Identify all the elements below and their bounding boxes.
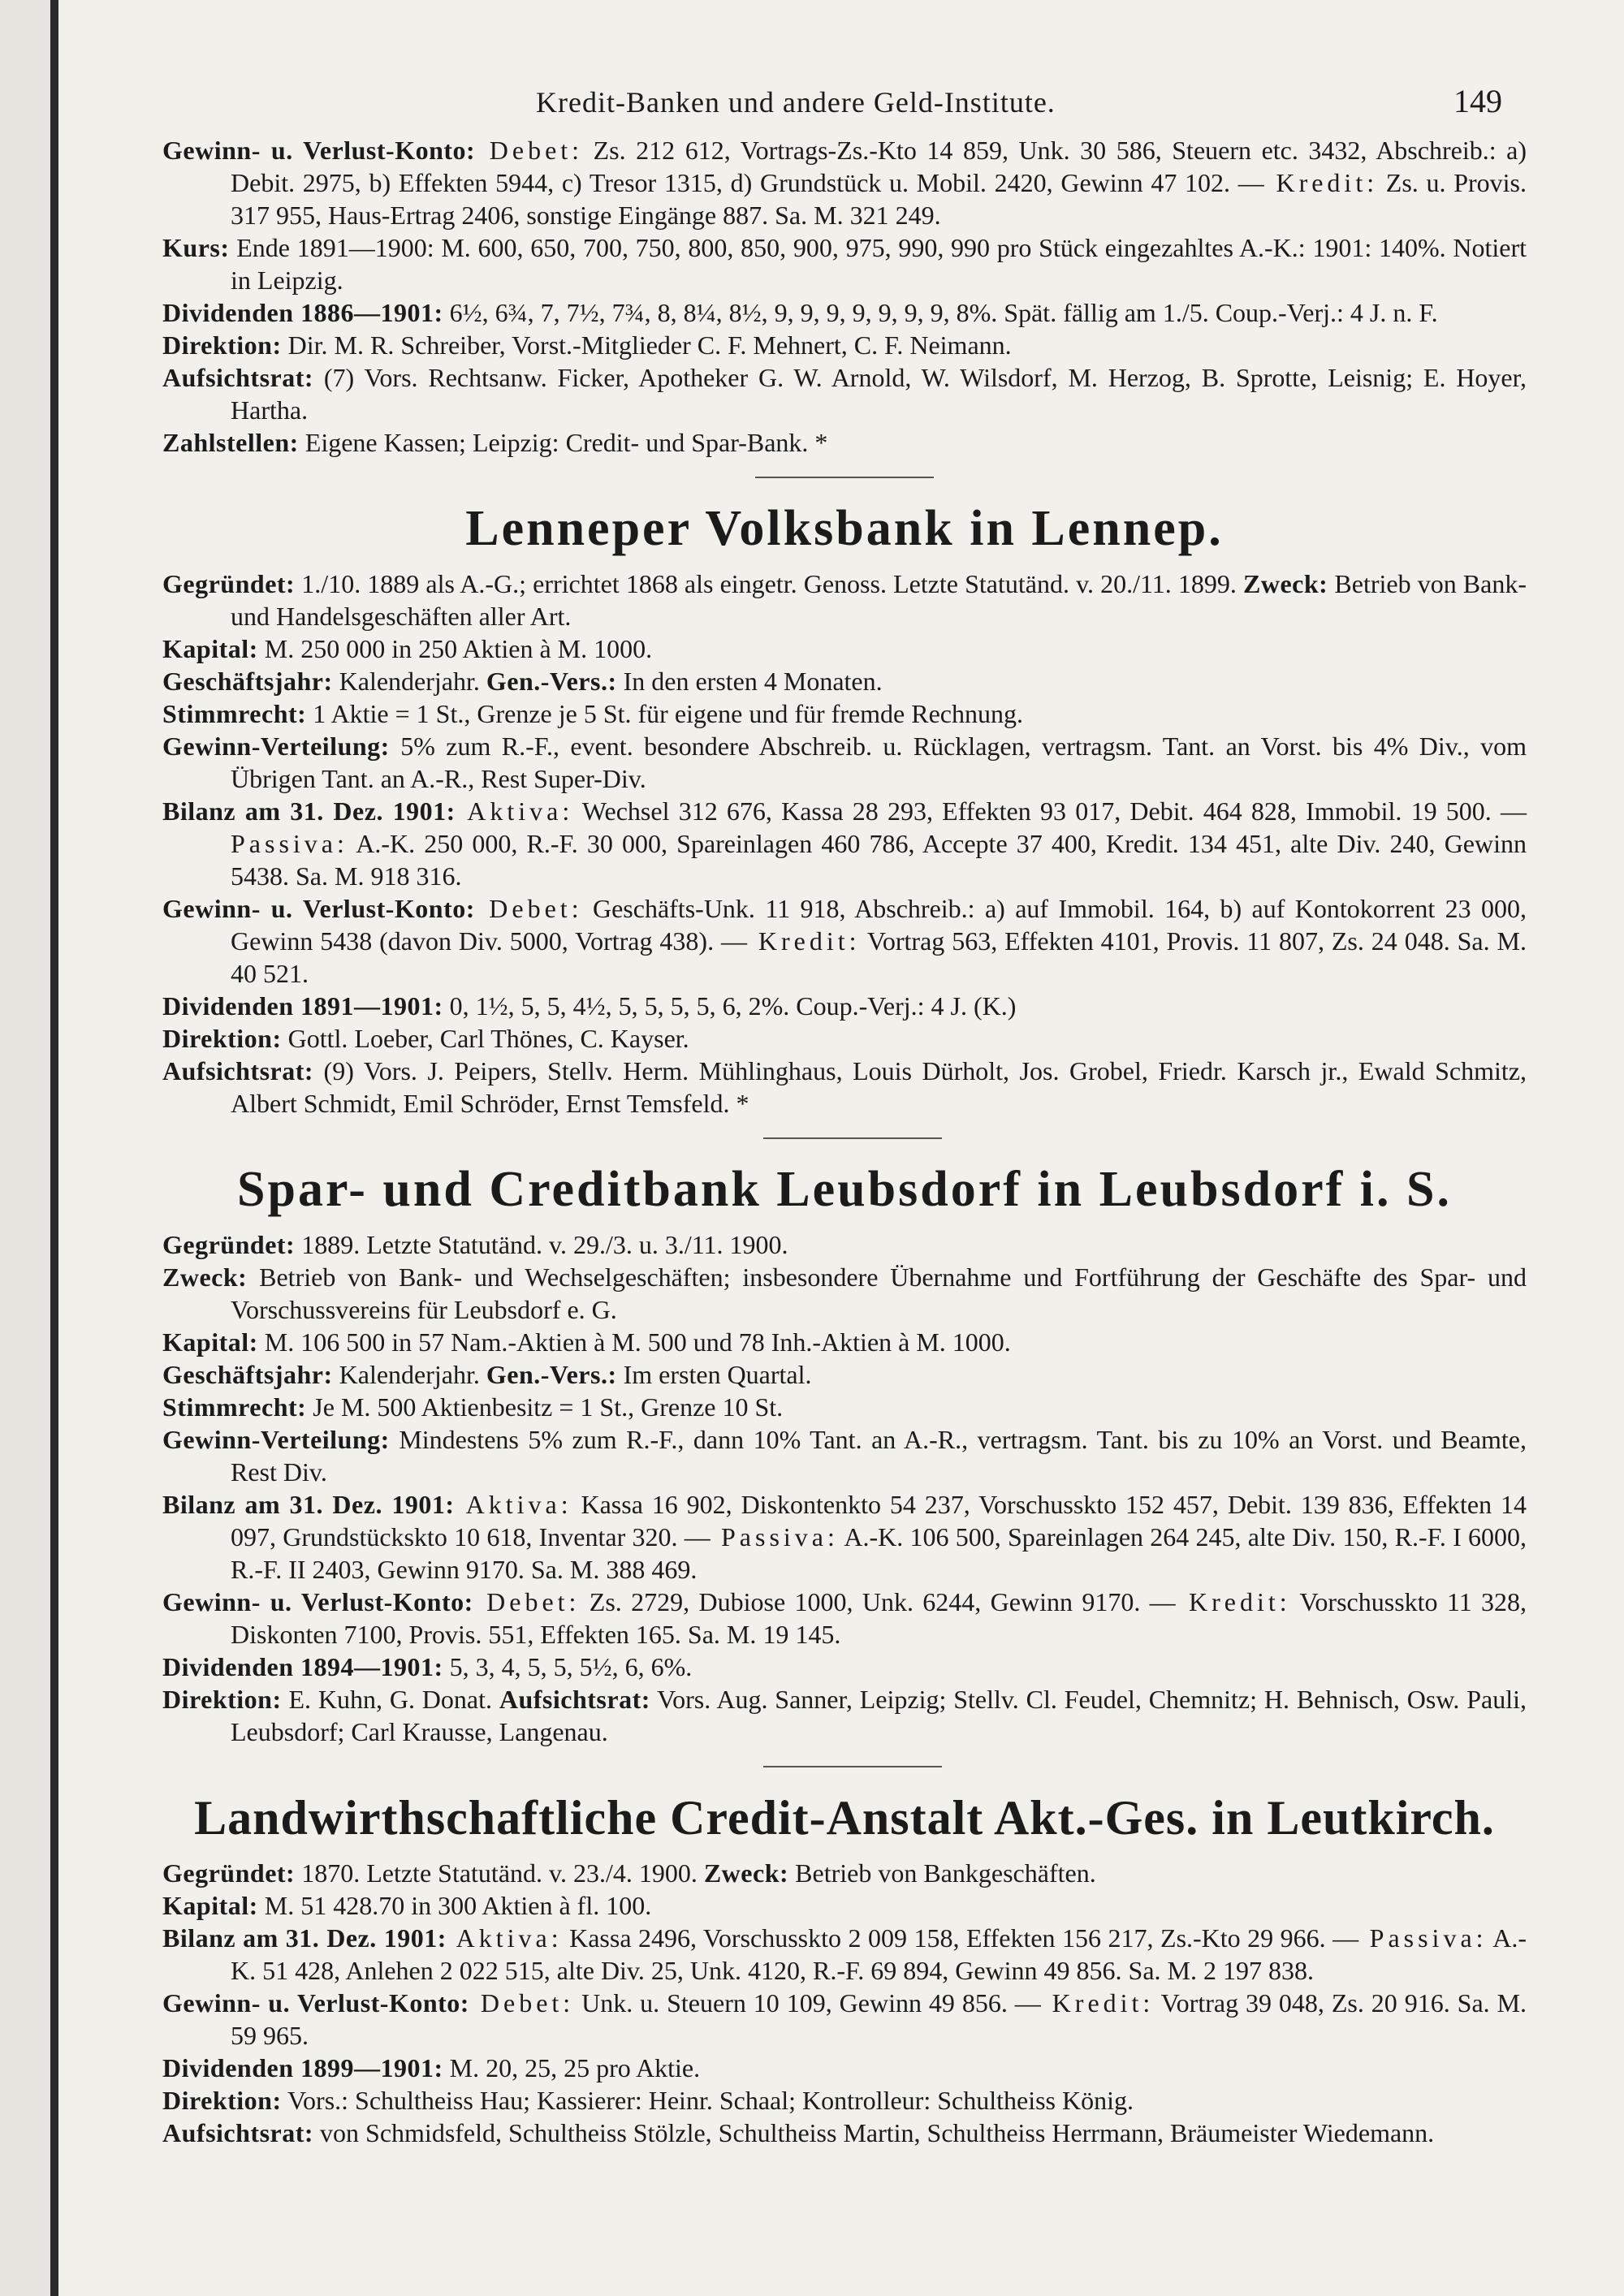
field-label: Kapital: bbox=[162, 1891, 258, 1920]
page bbox=[162, 77, 1527, 2149]
entry-text: In den ersten 4 Monaten. bbox=[616, 667, 883, 696]
entry-paragraph bbox=[162, 296, 1527, 329]
entry-text: A.-K. 106 500, Spareinlagen 264 245, alte Div. 150, R.-F. I 6000, R.-F. II 2403, Gewinn 9170. Sa. M. 388 469. bbox=[231, 1522, 1527, 1584]
page-margin-shade bbox=[0, 0, 50, 2296]
entry-paragraph bbox=[162, 1857, 1527, 1889]
field-label: Geschäftsjahr: bbox=[162, 667, 333, 696]
field-label: Aufsichtsrat: bbox=[162, 1056, 314, 1085]
entry-text: Kalenderjahr. bbox=[332, 667, 486, 696]
entry-paragraph bbox=[162, 1488, 1527, 1586]
entry-paragraph bbox=[162, 426, 1527, 459]
entry-text: Je M. 500 Aktienbesitz = 1 St., Grenze 10 St. bbox=[306, 1392, 784, 1422]
spaced-label: Debet: bbox=[475, 136, 584, 165]
entry-paragraph bbox=[162, 2084, 1527, 2117]
entry-text: Zs. 2729, Dubiose 1000, Unk. 6244, Gewinn 9170. — bbox=[580, 1587, 1176, 1616]
entry-text: Eigene Kassen; Leipzig: Credit- und Spar-Bank. * bbox=[298, 428, 828, 457]
spaced-label: Debet: bbox=[473, 1587, 581, 1616]
entry-paragraph bbox=[162, 1889, 1527, 1922]
entry-text: A.-K. 250 000, R.-F. 30 000, Spareinlagen 460 786, Accepte 37 400, Kredit. 134 451, alte Div. 240, Gewinn 5438. Sa. M. 918 316. bbox=[231, 829, 1527, 891]
field-label: Stimmrecht: bbox=[162, 1392, 307, 1422]
entry-text: Geschäfts-Unk. 11 918, Abschreib.: a) auf Immobil. 164, b) auf Kontokorrent 23 000, Gewinn 5438 (davon Div. 5000, Vortrag 438). — bbox=[231, 894, 1527, 956]
field-label: Gen.-Vers.: bbox=[486, 667, 617, 696]
entry-paragraph bbox=[162, 632, 1527, 665]
field-label: Dividenden 1886—1901: bbox=[162, 298, 443, 327]
field-label: Gewinn- u. Verlust-Konto: bbox=[162, 136, 476, 165]
field-label: Bilanz am 31. Dez. 1901: bbox=[162, 1490, 455, 1519]
entry-text: Vors. Aug. Sanner, Leipzig; Stellv. Cl. Feudel, Chemnitz; H. Behnisch, Osw. Pauli, Leubsdorf; Carl Krausse, Langenau. bbox=[231, 1685, 1527, 1746]
entry-text: M. 20, 25, 25 pro Aktie. bbox=[443, 2053, 701, 2082]
field-label: Gewinn- u. Verlust-Konto: bbox=[162, 894, 475, 923]
entry-paragraph bbox=[162, 1391, 1527, 1423]
spaced-label: Passiva: bbox=[710, 1522, 839, 1552]
entry-paragraph bbox=[162, 795, 1527, 892]
entry-text: 1 Aktie = 1 St., Grenze je 5 St. für eigene und für fremde Rechnung. bbox=[306, 699, 1023, 728]
field-label: Gegründet: bbox=[162, 569, 296, 598]
entry-text: Unk. u. Steuern 10 109, Gewinn 49 856. — bbox=[574, 1988, 1041, 2018]
spaced-label: Aktiva: bbox=[454, 1490, 572, 1519]
binding-edge bbox=[50, 0, 58, 2296]
field-label: Zweck: bbox=[1243, 569, 1328, 598]
entry-text: 1889. Letzte Statutänd. v. 29./3. u. 3./11. 1900. bbox=[295, 1230, 788, 1259]
entry-text: Gottl. Loeber, Carl Thönes, C. Kayser. bbox=[281, 1024, 689, 1053]
field-label: Dividenden 1894—1901: bbox=[162, 1652, 443, 1681]
field-label: Gewinn-Verteilung: bbox=[162, 732, 390, 761]
entry-landwirthschaftliche-credit-anstalt bbox=[162, 1857, 1527, 2149]
entry-text: 5% zum R.-F., event. besondere Abschreib. u. Rücklagen, vertragsm. Tant. an Vorst. bis 4% Div., vom Übrigen Tant. an A.-R., Rest Super-Div. bbox=[231, 732, 1527, 793]
field-label: Direktion: bbox=[162, 2086, 282, 2115]
spaced-label: Passiva: bbox=[1358, 1923, 1488, 1953]
entry-text: Betrieb von Bank- und Handelsgeschäften aller Art. bbox=[231, 569, 1527, 631]
entry-spar-creditbank-leubsdorf bbox=[162, 1228, 1527, 1748]
field-label: Gegründet: bbox=[162, 1858, 296, 1888]
entry-continued bbox=[162, 134, 1527, 459]
spaced-label: Debet: bbox=[469, 1988, 575, 2018]
field-label: Kurs: bbox=[162, 233, 230, 262]
field-label: Bilanz am 31. Dez. 1901: bbox=[162, 1923, 447, 1953]
field-label: Direktion: bbox=[162, 1685, 282, 1714]
entry-paragraph bbox=[162, 361, 1527, 426]
field-label: Geschäftsjahr: bbox=[162, 1360, 333, 1389]
entry-text: A.-K. 51 428, Anlehen 2 022 515, alte Div. 25, Unk. 4120, R.-F. 69 894, Gewinn 49 856. Sa. M. 2 197 838. bbox=[231, 1923, 1527, 1985]
entry-text: 1870. Letzte Statutänd. v. 23./4. 1900. bbox=[295, 1858, 704, 1888]
field-label: Direktion: bbox=[162, 330, 282, 360]
entry-text: 0, 1½, 5, 5, 4½, 5, 5, 5, 5, 6, 2%. Coup.-Verj.: 4 J. (K.) bbox=[443, 991, 1017, 1021]
entry-paragraph bbox=[162, 892, 1527, 990]
entry-paragraph bbox=[162, 1423, 1527, 1488]
entry-text: E. Kuhn, G. Donat. bbox=[281, 1685, 499, 1714]
field-label: Kapital: bbox=[162, 1327, 258, 1357]
entry-paragraph bbox=[162, 1651, 1527, 1683]
entry-text: Betrieb von Bankgeschäften. bbox=[788, 1858, 1096, 1888]
entry-text: Zs. u. Provis. 317 955, Haus-Ertrag 2406, sonstige Eingänge 887. Sa. M. 321 249. bbox=[231, 168, 1527, 230]
entry-text: Vortrag 563, Effekten 4101, Provis. 11 807, Zs. 24 048. Sa. M. 40 521. bbox=[231, 926, 1527, 988]
entry-paragraph bbox=[162, 1358, 1527, 1391]
section-divider bbox=[755, 477, 934, 478]
field-label: Gewinn- u. Verlust-Konto: bbox=[162, 1587, 473, 1616]
entry-paragraph bbox=[162, 2117, 1527, 2149]
entry-paragraph bbox=[162, 665, 1527, 697]
spaced-label: Kredit: bbox=[1263, 168, 1379, 197]
entry-lenneper-volksbank bbox=[162, 568, 1527, 1120]
spaced-label: Passiva: bbox=[231, 829, 348, 858]
field-label: Aufsichtsrat: bbox=[499, 1685, 650, 1714]
entry-text: von Schmidsfeld, Schultheiss Stölzle, Schultheiss Martin, Schultheiss Herrmann, Bräumeister Wiedemann. bbox=[313, 2118, 1435, 2147]
section-divider bbox=[763, 1766, 942, 1767]
field-label: Gewinn-Verteilung: bbox=[162, 1425, 390, 1454]
entry-text: Wechsel 312 676, Kassa 28 293, Effekten 93 017, Debit. 464 828, Immobil. 19 500. — bbox=[573, 796, 1527, 826]
field-label: Aufsichtsrat: bbox=[162, 2118, 314, 2147]
entry-text: M. 250 000 in 250 Aktien à M. 1000. bbox=[257, 634, 653, 663]
entry-paragraph bbox=[162, 1326, 1527, 1358]
field-label: Aufsichtsrat: bbox=[162, 363, 314, 392]
field-label: Gewinn- u. Verlust-Konto: bbox=[162, 1988, 469, 2018]
section-divider bbox=[763, 1137, 942, 1139]
entry-text: Kassa 16 902, Diskontenkto 54 237, Vorschusskto 152 457, Debit. 139 836, Effekten 14 097, Grundstückskto 10 618, Inventar 320. — bbox=[231, 1490, 1527, 1552]
spaced-label: Kredit: bbox=[746, 926, 861, 956]
field-label: Gegründet: bbox=[162, 1230, 296, 1259]
spaced-label: Kredit: bbox=[1040, 1988, 1155, 2018]
spaced-label: Aktiva: bbox=[455, 796, 574, 826]
entry-paragraph bbox=[162, 730, 1527, 795]
entry-text: M. 51 428.70 in 300 Aktien à fl. 100. bbox=[257, 1891, 652, 1920]
spaced-label: Kredit: bbox=[1175, 1587, 1291, 1616]
entry-paragraph bbox=[162, 1055, 1527, 1120]
entry-paragraph bbox=[162, 134, 1527, 231]
entry-text: Kassa 2496, Vorschusskto 2 009 158, Effekten 156 217, Zs.-Kto 29 966. — bbox=[562, 1923, 1359, 1953]
entry-text: M. 106 500 in 57 Nam.-Aktien à M. 500 und 78 Inh.-Aktien à M. 1000. bbox=[257, 1327, 1011, 1357]
entry-paragraph bbox=[162, 1586, 1527, 1651]
field-label: Gen.-Vers.: bbox=[486, 1360, 617, 1389]
company-title: Landwirthschaftliche Credit-Anstalt Akt.-Ges. in Leutkirch. bbox=[194, 1791, 1495, 1845]
entry-paragraph bbox=[162, 1261, 1527, 1326]
entry-paragraph bbox=[162, 329, 1527, 361]
spaced-label: Debet: bbox=[474, 894, 583, 923]
entry-paragraph bbox=[162, 231, 1527, 296]
entry-text: Kalenderjahr. bbox=[332, 1360, 486, 1389]
entry-paragraph bbox=[162, 2052, 1527, 2084]
running-head: Kredit-Banken und andere Geld-Institute. bbox=[536, 86, 1056, 119]
entry-text: Betrieb von Bank- und Wechselgeschäften; insbesondere Übernahme und Fortführung der Geschäfte des Spar- und Vorschussvereins für Leubsdorf e. G. bbox=[231, 1262, 1527, 1324]
entry-text: Ende 1891—1900: M. 600, 650, 700, 750, 800, 850, 900, 975, 990, 990 pro Stück eingezahltes A.-K.: 1901: 140%. Notiert in Leipzig. bbox=[229, 233, 1527, 295]
entry-paragraph bbox=[162, 1987, 1527, 2052]
entry-text: Mindestens 5% zum R.-F., dann 10% Tant. an A.-R., vertragsm. Tant. bis zu 10% an Vorst. und Beamte, Rest Div. bbox=[231, 1425, 1527, 1487]
page-number: 149 bbox=[1453, 83, 1502, 119]
field-label: Dividenden 1899—1901: bbox=[162, 2053, 443, 2082]
entry-text: Vortrag 39 048, Zs. 20 916. Sa. M. 59 965. bbox=[231, 1988, 1527, 2050]
entry-text: Im ersten Quartal. bbox=[616, 1360, 812, 1389]
company-title: Lenneper Volksbank in Lennep. bbox=[465, 501, 1224, 556]
entry-paragraph bbox=[162, 990, 1527, 1022]
field-label: Zahlstellen: bbox=[162, 428, 299, 457]
entry-text: Zs. 212 612, Vortrags-Zs.-Kto 14 859, Unk. 30 586, Steuern etc. 3432, Abschreib.: a) Debit. 2975, b) Effekten 5944, c) Tresor 1315, d) Grundstück u. Mobil. 2420, Gewinn 47 102. — bbox=[231, 136, 1527, 197]
entry-paragraph bbox=[162, 1922, 1527, 1987]
entry-text: Vorschusskto 11 328, Diskonten 7100, Provis. 551, Effekten 165. Sa. M. 19 145. bbox=[231, 1587, 1527, 1649]
field-label: Zweck: bbox=[703, 1858, 789, 1888]
entry-paragraph bbox=[162, 697, 1527, 730]
field-label: Bilanz am 31. Dez. 1901: bbox=[162, 796, 456, 826]
field-label: Zweck: bbox=[162, 1262, 248, 1292]
entry-paragraph bbox=[162, 1022, 1527, 1055]
spaced-label: Aktiva: bbox=[446, 1923, 563, 1953]
entry-text: 6½, 6¾, 7, 7½, 7¾, 8, 8¼, 8½, 9, 9, 9, 9, 9, 9, 9, 8%. Spät. fällig am 1./5. Coup.-Verj.: 4 J. n. F. bbox=[443, 298, 1438, 327]
entry-paragraph bbox=[162, 1683, 1527, 1748]
page-header bbox=[162, 77, 1527, 134]
field-label: Direktion: bbox=[162, 1024, 282, 1053]
company-title: Spar- und Creditbank Leubsdorf in Leubsdorf i. S. bbox=[237, 1162, 1452, 1217]
entry-text: (7) Vors. Rechtsanw. Ficker, Apotheker G. W. Arnold, W. Wilsdorf, M. Herzog, B. Sprotte, Leisnig; E. Hoyer, Hartha. bbox=[231, 363, 1527, 425]
entry-paragraph bbox=[162, 1228, 1527, 1261]
entry-text: 5, 3, 4, 5, 5, 5½, 6, 6%. bbox=[443, 1652, 693, 1681]
entry-text: (9) Vors. J. Peipers, Stellv. Herm. Mühlinghaus, Louis Dürholt, Jos. Grobel, Friedr. Karsch jr., Ewald Schmitz, Albert Schmidt, Emil Schröder, Ernst Temsfeld. * bbox=[231, 1056, 1527, 1118]
entry-text: 1./10. 1889 als A.-G.; errichtet 1868 als eingetr. Genoss. Letzte Statutänd. v. 20./11. 1899. bbox=[295, 569, 1243, 598]
entry-paragraph bbox=[162, 568, 1527, 632]
field-label: Stimmrecht: bbox=[162, 699, 307, 728]
field-label: Dividenden 1891—1901: bbox=[162, 991, 443, 1021]
entry-text: Vors.: Schultheiss Hau; Kassierer: Heinr. Schaal; Kontrolleur: Schultheiss König. bbox=[281, 2086, 1134, 2115]
field-label: Kapital: bbox=[162, 634, 258, 663]
entry-text: Dir. M. R. Schreiber, Vorst.-Mitglieder C. F. Mehnert, C. F. Neimann. bbox=[281, 330, 1012, 360]
